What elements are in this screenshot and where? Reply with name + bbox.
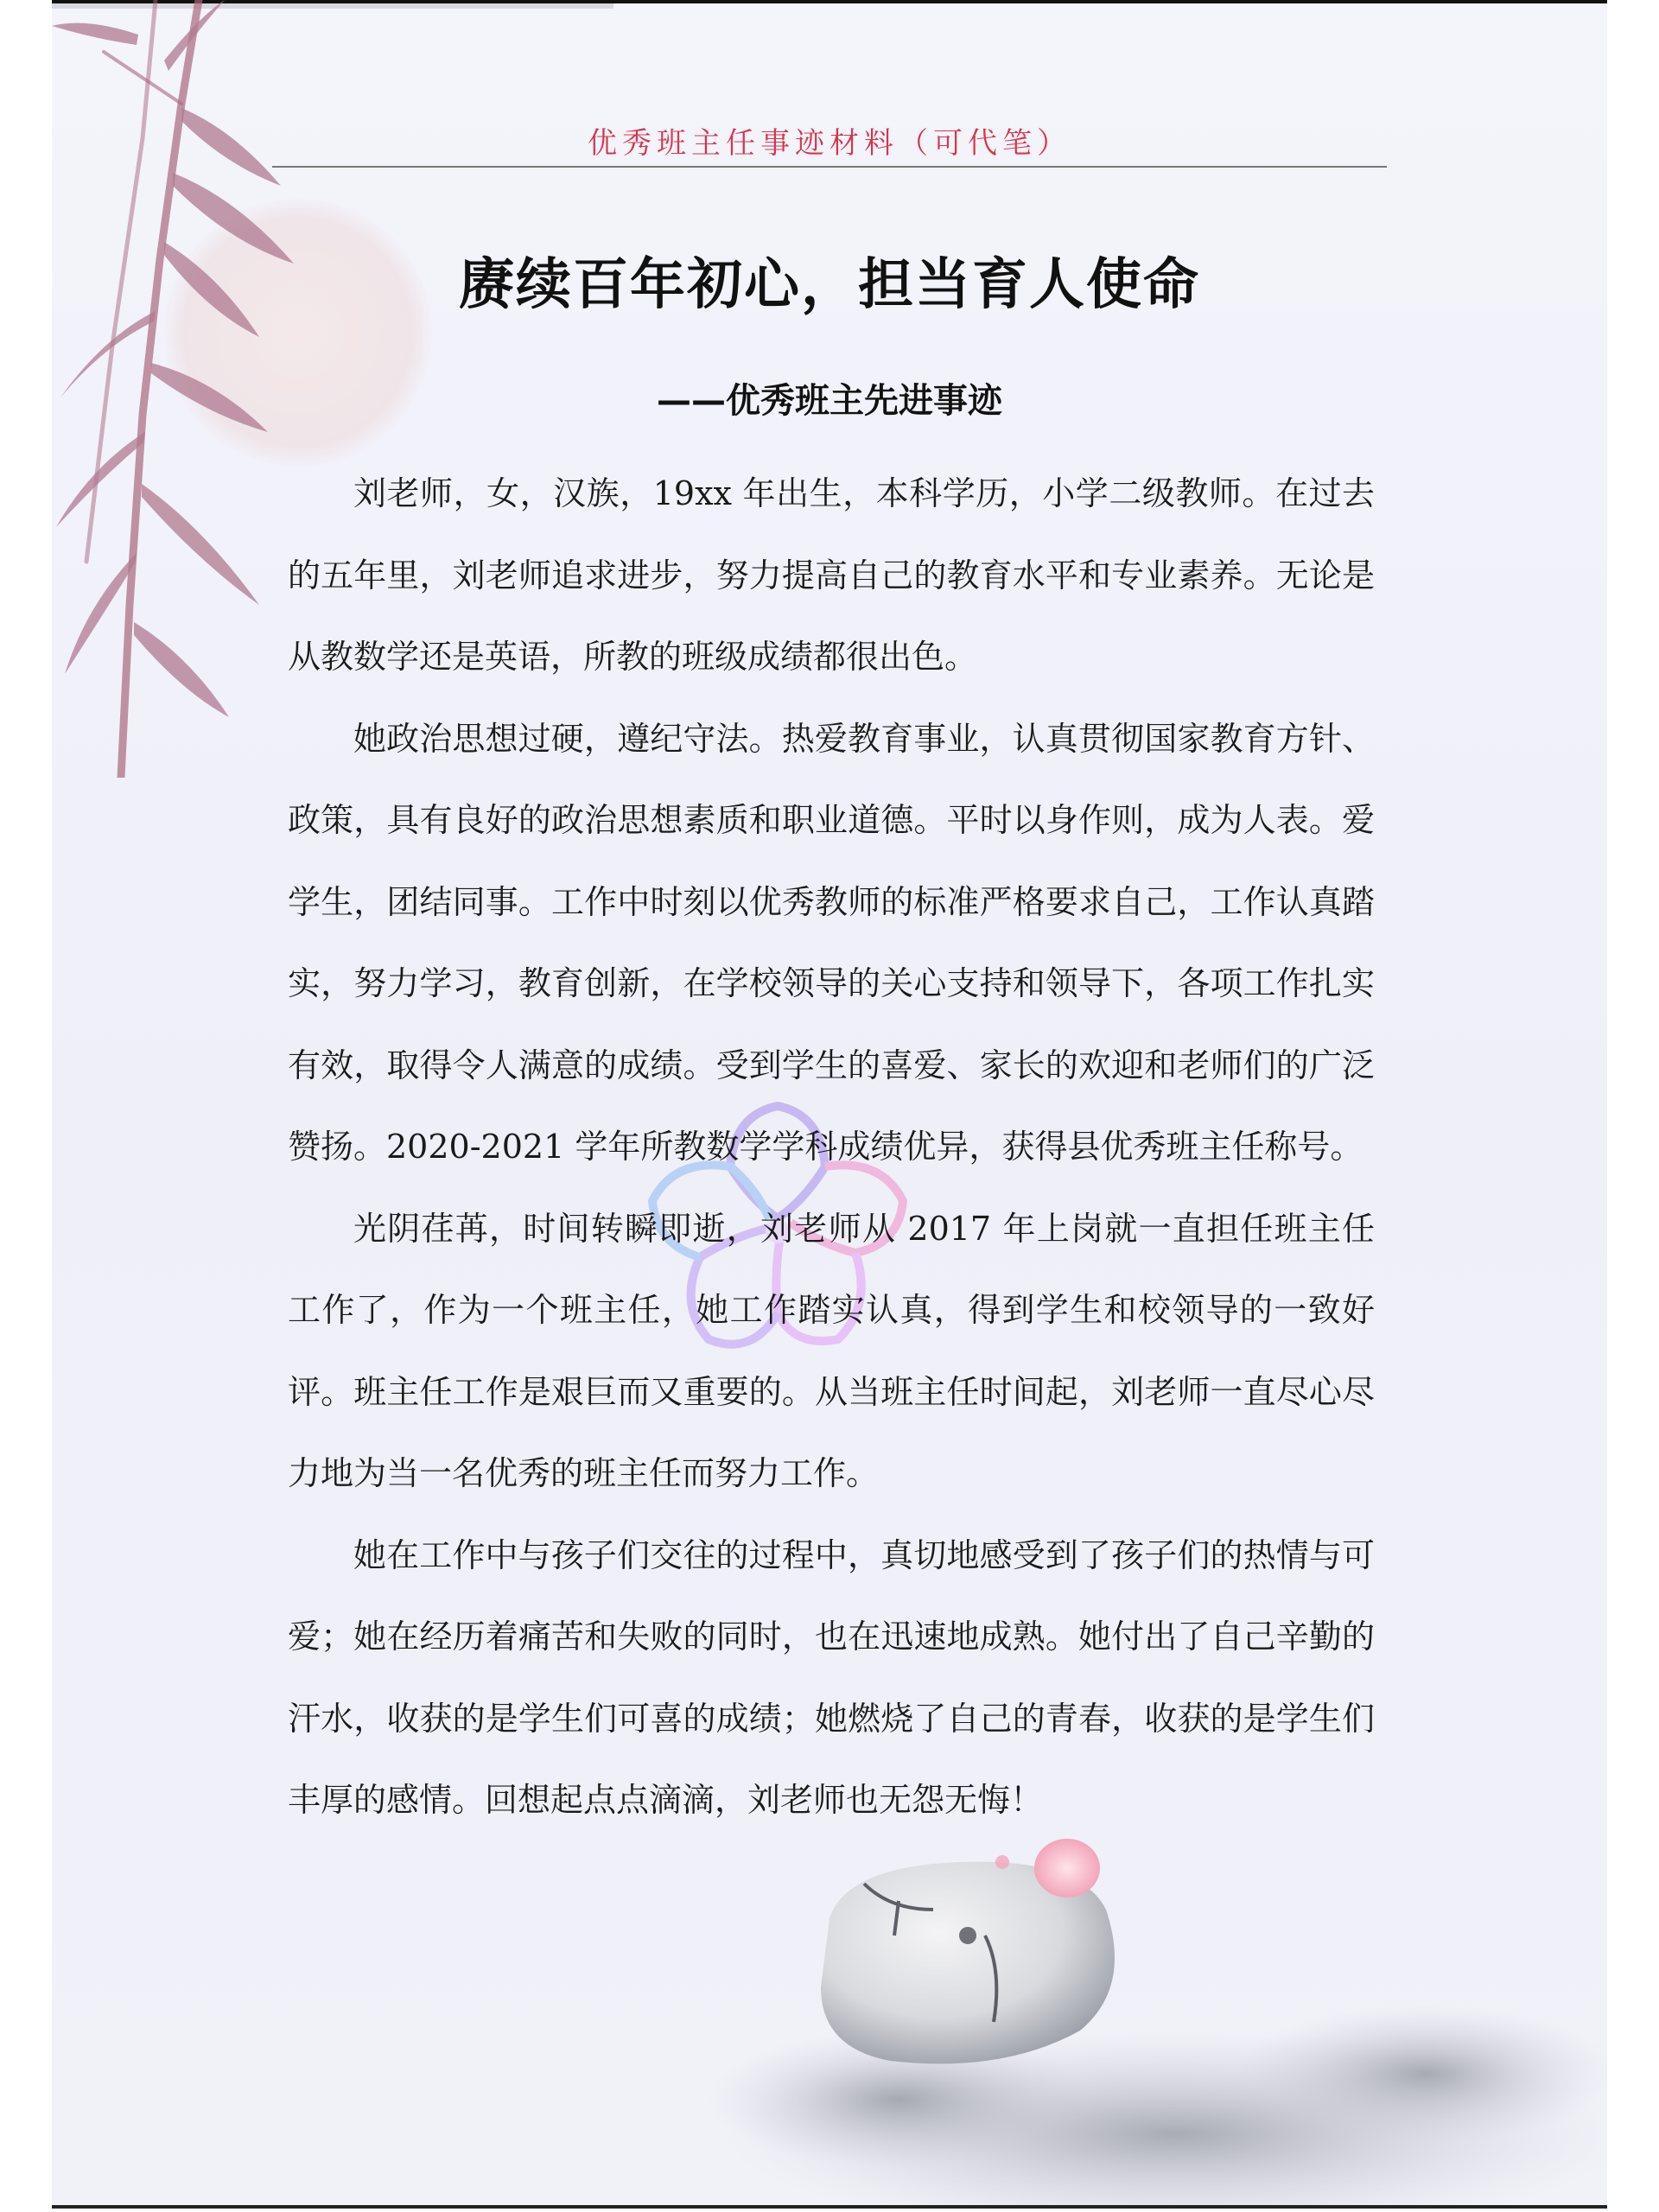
page-bottom-border xyxy=(52,2205,1607,2209)
document-subtitle: ——优秀班主先进事迹 xyxy=(657,381,1002,421)
ink-stone-decoration xyxy=(674,1815,1607,2209)
paragraph-3: 光阴荏苒，时间转瞬即逝，刘老师从 2017 年上岗就一直担任班主任工作了，作为一个班主任，她工作踏实认真，得到学生和校领导的一致好评。班主任工作是艰巨而又重要的。从当班主任时间起，刘老师一直尽心尽力地为当一名优秀的班主任而努力工作。 xyxy=(288,1209,1375,1492)
document-body xyxy=(288,453,1375,1841)
paragraph-2: 她政治思想过硬，遵纪守法。热爱教育事业，认真贯彻国家教育方针、政策，具有良好的政治思想素质和职业道德。平时以身作则，成为人表。爱学生，团结同事。工作中时刻以优秀教师的标准严格要求自己，工作认真踏实，努力学习，教育创新，在学校领导的关心支持和领导下，各项工作扎实有效，取得令人满意的成绩。受到学生的喜爱、家长的欢迎和老师们的广泛赞扬。2020-2021 学年所教数学学科成绩优异，获得县优秀班主任称号。 xyxy=(288,719,1375,1166)
paragraph-4: 她在工作中与孩子们交往的过程中，真切地感受到了孩子们的热情与可爱；她在经历着痛苦和失败的同时，也在迅速地成熟。她付出了自己辛勤的汗水，收获的是学生们可喜的成绩；她燃烧了自己的青春，收获的是学生们丰厚的感情。回想起点点滴滴，刘老师也无怨无悔！ xyxy=(288,1535,1375,1819)
document-title: 赓续百年初心，担当育人使命 xyxy=(459,253,1200,317)
paragraph-1: 刘老师，女，汉族，19xx 年出生，本科学历，小学二级教师。在过去的五年里，刘老师追求进步，努力提高自己的教育水平和专业素养。无论是从教数学还是英语，所教的班级成绩都很出色。 xyxy=(288,474,1375,676)
header-divider xyxy=(272,166,1387,168)
document-header: 优秀班主任事迹材料（可代笔） xyxy=(588,126,1071,161)
